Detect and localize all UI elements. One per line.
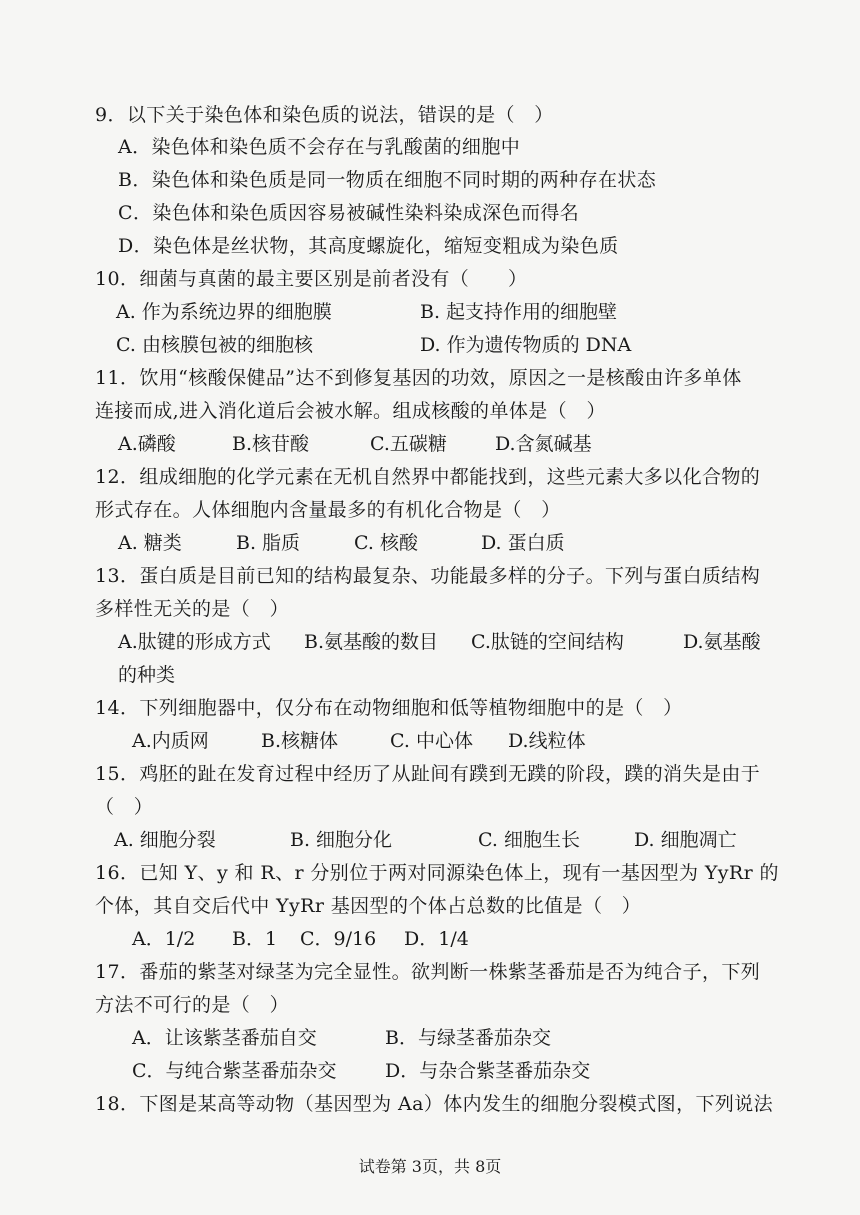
q13-option-d-continued: 的种类 [118, 664, 176, 686]
q18-stem-line1: 18．下图是某高等动物（基因型为 Aa）体内发生的细胞分裂模式图，下列说法 [95, 1093, 774, 1115]
q17-option-a: A．让该紫茎番茄自交 [132, 1027, 317, 1049]
q10-option-d: D. 作为遗传物质的 DNA [420, 334, 632, 356]
q9-stem: 9．以下关于染色体和染色质的说法，错误的是（ ） [95, 104, 554, 126]
q12-option-a: A. 糖类 [118, 532, 182, 554]
q17-stem-line1: 17．番茄的紫茎对绿茎为完全显性。欲判断一株紫茎番茄是否为纯合子，下列 [95, 961, 761, 983]
q9-option-c: C．染色体和染色质因容易被碱性染料染成深色而得名 [118, 202, 580, 224]
q10-option-b: B. 起支持作用的细胞壁 [420, 301, 618, 323]
q11-option-c: C.五碳糖 [370, 433, 447, 455]
q10-option-a: A. 作为系统边界的细胞膜 [116, 301, 332, 323]
q17-option-b: B．与绿茎番茄杂交 [385, 1027, 551, 1049]
q14-stem: 14．下列细胞器中，仅分布在动物细胞和低等植物细胞中的是（ ） [95, 697, 683, 719]
q10-option-c: C. 由核膜包被的细胞核 [116, 334, 313, 356]
q15-option-b: B. 细胞分化 [290, 829, 393, 851]
q13-option-b: B.氨基酸的数目 [304, 631, 439, 653]
q17-option-d: D．与杂合紫茎番茄杂交 [385, 1060, 591, 1082]
q14-option-a: A.内质网 [132, 730, 209, 752]
q11-option-b: B.核苷酸 [232, 433, 310, 455]
q16-stem-line1: 16．已知 Y、y 和 R、r 分别位于两对同源染色体上，现有一基因型为 YyRr 的 [95, 862, 779, 884]
q13-option-a: A.肽键的形成方式 [118, 631, 271, 653]
q16-option-b: B．1 [232, 928, 278, 950]
q11-option-a: A.磷酸 [118, 433, 176, 455]
q12-option-b: B. 脂质 [236, 532, 301, 554]
q16-option-a: A．1/2 [132, 928, 196, 950]
q15-stem-line1: 15．鸡胚的趾在发育过程中经历了从趾间有蹼到无蹼的阶段，蹼的消失是由于 [95, 763, 761, 785]
q14-option-c: C. 中心体 [390, 730, 473, 752]
q9-option-d: D．染色体是丝状物，其高度螺旋化，缩短变粗成为染色质 [118, 235, 619, 257]
q11-stem-line1: 11．饮用“核酸保健品”达不到修复基因的功效，原因之一是核酸由许多单体 [95, 367, 742, 389]
q16-option-d: D．1/4 [404, 928, 469, 950]
q15-option-d: D. 细胞凋亡 [634, 829, 737, 851]
q16-option-c: C．9/16 [300, 928, 377, 950]
q13-option-c: C.肽链的空间结构 [471, 631, 624, 653]
q10-stem: 10．细菌与真菌的最主要区别是前者没有（ ） [95, 268, 528, 290]
q16-stem-line2: 个体，其自交后代中 YyRr 基因型的个体占总数的比值是（ ） [95, 895, 642, 917]
q13-stem-line1: 13．蛋白质是目前已知的结构最复杂、功能最多样的分子。下列与蛋白质结构 [95, 565, 761, 587]
q9-option-a: A．染色体和染色质不会存在与乳酸菌的细胞中 [118, 136, 521, 158]
q12-stem-line2: 形式存在。人体细胞内含量最多的有机化合物是（ ） [95, 499, 561, 521]
q13-option-d: D.氨基酸 [683, 631, 761, 653]
page-footer: 试卷第 3页，共 8页 [358, 1157, 502, 1176]
q15-stem-line2: （ ） [95, 796, 154, 818]
q15-option-a: A. 细胞分裂 [114, 829, 216, 851]
q14-option-b: B.核糖体 [261, 730, 339, 752]
q12-stem-line1: 12．组成细胞的化学元素在无机自然界中都能找到，这些元素大多以化合物的 [95, 466, 761, 488]
q15-option-c: C. 细胞生长 [478, 829, 580, 851]
q9-option-b: B．染色体和染色质是同一物质在细胞不同时期的两种存在状态 [118, 169, 657, 191]
q12-option-c: C. 核酸 [354, 532, 418, 554]
q14-option-d: D.线粒体 [508, 730, 586, 752]
q12-option-d: D. 蛋白质 [481, 532, 565, 554]
q17-stem-line2: 方法不可行的是（ ） [95, 994, 290, 1016]
q11-stem-line2: 连接而成,进入消化道后会被水解。组成核酸的单体是（ ） [95, 400, 606, 422]
q11-option-d: D.含氮碱基 [495, 433, 592, 455]
q17-option-c: C．与纯合紫茎番茄杂交 [132, 1060, 337, 1082]
q13-stem-line2: 多样性无关的是（ ） [95, 598, 290, 620]
